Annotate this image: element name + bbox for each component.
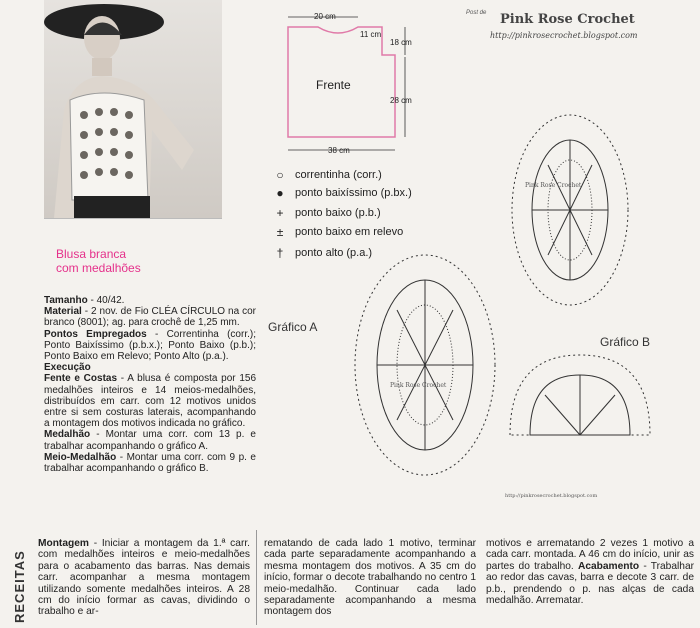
tamanho-text: - 40/42. xyxy=(87,295,125,306)
acabamento-column xyxy=(486,538,694,606)
legend-text: ponto baixo em relevo xyxy=(295,226,404,238)
legend-text: ponto baixo (p.b.) xyxy=(295,207,381,219)
model-figure xyxy=(44,0,222,218)
meio-label: Meio-Medalhão xyxy=(44,451,117,463)
montagem-label: Montagem xyxy=(38,538,89,549)
diagram-watermark: Pink Rose Crochet xyxy=(525,182,582,189)
dim-neck: 11 cm xyxy=(360,30,382,39)
medalhao-text: - Montar uma corr. com 13 p. e trabalhar acompanhando o gráfico A. xyxy=(44,429,256,452)
dim-bottom: 38 cm xyxy=(328,146,350,155)
post-de-label: Post de xyxy=(466,10,487,16)
slip-stitch-icon: ● xyxy=(276,186,284,200)
brand-url: http://pinkrosecrochet.blogspot.com xyxy=(490,31,638,40)
caption-line-1: Blusa branca xyxy=(56,247,127,261)
double-crochet-icon: † xyxy=(276,246,284,260)
tamanho-label: Tamanho xyxy=(44,295,88,306)
meio-text: - Montar uma corr. com 9 p. e trabalhar acompanhando o gráfico B. xyxy=(44,451,256,475)
single-crochet-icon: + xyxy=(276,206,284,220)
continuation-column xyxy=(264,538,476,618)
grafico-a-label: Gráfico A xyxy=(268,320,318,334)
material-label: Material xyxy=(44,306,82,318)
column-divider xyxy=(256,530,257,625)
acabamento-label: Acabamento xyxy=(577,560,640,572)
montagem-column xyxy=(38,538,250,618)
photo-caption xyxy=(56,247,141,275)
brand-name: Pink Rose Crochet xyxy=(500,12,635,27)
legend-text: ponto baixíssimo (p.bx.) xyxy=(295,187,412,199)
grafico-b-label: Gráfico B xyxy=(600,335,651,349)
pontos-text: - Correntinha (corr.); Ponto Baixíssimo (p.b.x.); Ponto Baixo (p.b.); Ponto Baixo em Relevo; Ponto Alto (p.a.). xyxy=(44,328,256,363)
fente-label: Fente e Costas xyxy=(44,373,118,385)
schematic-label: Frente xyxy=(316,78,351,92)
continuation-text: rematando de cada lado 1 motivo, terminar cada parte separadamente acompanhando a mesma montagem dos motivos. A 35 cm do início, formar o decote trabalhando no centro 1 meio-medalhão. Continuar cada lado separadamente acompanhando a mesma montagem dos xyxy=(264,538,476,618)
medallion-diagram-b xyxy=(510,355,650,435)
dim-side: 28 cm xyxy=(390,96,412,105)
caption-line-2: com medalhões xyxy=(56,261,141,275)
material-text: - 2 nov. de Fio CLÉA CÍRCULO na cor branco (8001); ag. para crochê de 1,25 mm. xyxy=(44,306,256,329)
pontos-label: Pontos Empregados xyxy=(44,328,147,340)
receitas-side-label: RECEITAS xyxy=(12,550,27,623)
diagram-watermark: Pink Rose Crochet xyxy=(390,382,447,389)
dim-side-top: 18 cm xyxy=(390,38,412,47)
specification-text xyxy=(44,295,256,474)
acabamento-text: - Trabalhar ao redor das cavas, barra e decote 3 carr. de p.b., prendendo o p. nas alças de cada medalhão. Arrematar. xyxy=(486,560,695,607)
medalhao-label: Medalhão xyxy=(44,429,91,441)
legend-text: correntinha (corr.) xyxy=(295,169,382,181)
dim-top: 20 cm xyxy=(314,12,336,21)
montagem-text: - Iniciar a montagem da 1.ª carr. com medalhões inteiros e meio-medalhões para o acabamento das barras. Nas demais carr. acompanhar a mesma montagem utilizando somente medalhões inteiros. A 28 cm do início formar as cavas, dividindo o trabalho e ar- xyxy=(38,538,250,618)
legend-text: ponto alto (p.a.) xyxy=(295,247,373,259)
chain-stitch-icon: ○ xyxy=(276,168,284,182)
diagram-url: http://pinkrosecrochet.blogspot.com xyxy=(505,493,598,499)
model-photo xyxy=(44,0,222,219)
motivos-text: motivos e arrematando 2 vezes 1 motivo a cada carr. montada. A 46 cm do início, unir as partes do trabalho. xyxy=(486,538,694,572)
medallion-diagram-a xyxy=(355,255,495,475)
execucao-heading: Execução xyxy=(44,362,91,374)
fente-text: - A blusa é composta por 156 medalhões inteiros e 14 meios-medalhões, distribuídos em carr. com 12 motivos unidos entre si sem costuras laterais, acompanhando a montagem dos motivos indicada no gráfico. xyxy=(44,373,256,430)
relief-single-crochet-icon: ± xyxy=(276,225,284,239)
crochet-diagrams xyxy=(330,95,690,505)
medallion-diagram-top xyxy=(512,115,628,305)
